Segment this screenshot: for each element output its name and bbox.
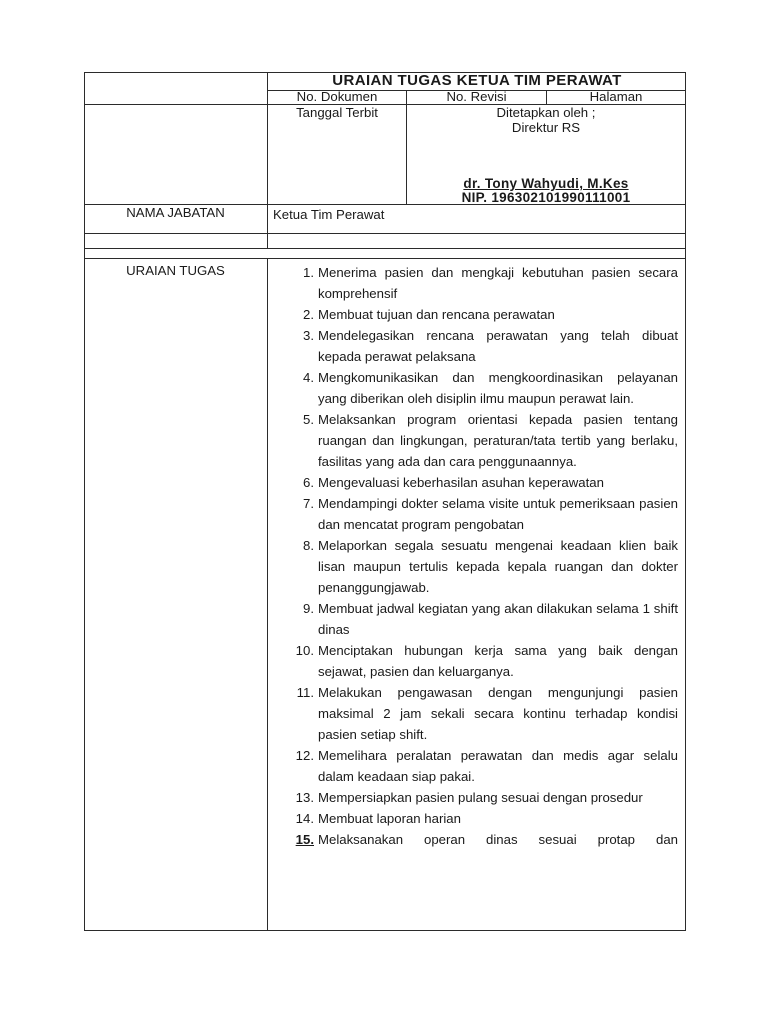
document-title: URAIAN TUGAS KETUA TIM PERAWAT: [332, 72, 622, 89]
nama-jabatan-value: Ketua Tim Perawat: [273, 207, 385, 222]
no-revisi-label: No. Revisi: [446, 89, 507, 104]
rule-empty-1: [84, 248, 686, 249]
direktur-label: Direktur RS: [511, 120, 581, 135]
list-item: 8. Melaporkan segala sesuatu mengenai keadaan klien baik lisan maupun tertulis kepada kepala ruangan dan dokter penanggungjawab.: [303, 538, 678, 595]
list-item: 3. Mendelegasikan rencana perawatan yang telah dibuat kepada perawat pelaksana: [303, 328, 678, 364]
ditetapkan-label: Ditetapkan oleh ;: [496, 105, 596, 120]
list-item: 5. Melaksankan program orientasi kepada pasien tentang ruangan dan lingkungan, peraturan/tata tertib yang berlaku, fasilitas yang ada dan cara penggunaannya.: [303, 412, 678, 469]
list-item: 13. Mempersiapkan pasien pulang sesuai dengan prosedur: [295, 790, 643, 805]
signer-name: dr. Tony Wahyudi, M.Kes: [463, 176, 629, 191]
list-item: 7. Mendampingi dokter selama visite untuk pemeriksaan pasien dan mencatat program pengobatan: [303, 496, 678, 532]
uraian-tugas-label: URAIAN TUGAS: [126, 263, 225, 278]
nama-jabatan-label: NAMA JABATAN: [126, 205, 225, 220]
halaman-label: Halaman: [589, 89, 643, 104]
tanggal-terbit-label: Tanggal Terbit: [296, 105, 378, 120]
rule-jabatan: [84, 233, 686, 234]
no-dokumen-label: No. Dokumen: [296, 89, 378, 104]
list-item: 11. Melakukan pengawasan dengan mengunjungi pasien maksimal 2 jam sekali secara kontinu terhadap kondisi pasien setiap shift.: [296, 685, 678, 742]
list-item: 6. Mengevaluasi keberhasilan asuhan keperawatan: [303, 475, 604, 490]
list-item: 14. Membuat laporan harian: [295, 811, 461, 826]
list-item: 10. Menciptakan hubungan kerja sama yang baik dengan sejawat, pasien dan keluarganya.: [295, 643, 678, 679]
list-item: 15. Melaksanakan operan dinas sesuai protap dan: [295, 832, 678, 847]
signer-nip: NIP. 196302101990111001: [461, 190, 631, 205]
border-right: [685, 72, 686, 931]
list-item: 4. Mengkomunikasikan dan mengkoordinasikan pelayanan yang diberikan oleh disiplin ilmu maupun perawat lain.: [303, 370, 678, 406]
border-left: [84, 72, 85, 931]
list-item: 12. Memelihara peralatan perawatan dan medis agar selalu dalam keadaan siap pakai.: [295, 748, 678, 784]
rule-empty-2: [84, 258, 686, 259]
border-bottom: [84, 930, 686, 931]
task-list: [268, 262, 678, 850]
list-item: 2. Membuat tujuan dan rencana perawatan: [303, 307, 555, 322]
list-item: 1. Menerima pasien dan mengkaji kebutuhan pasien secara komprehensif: [303, 265, 678, 301]
list-item: 9. Membuat jadwal kegiatan yang akan dilakukan selama 1 shift dinas: [303, 601, 678, 637]
